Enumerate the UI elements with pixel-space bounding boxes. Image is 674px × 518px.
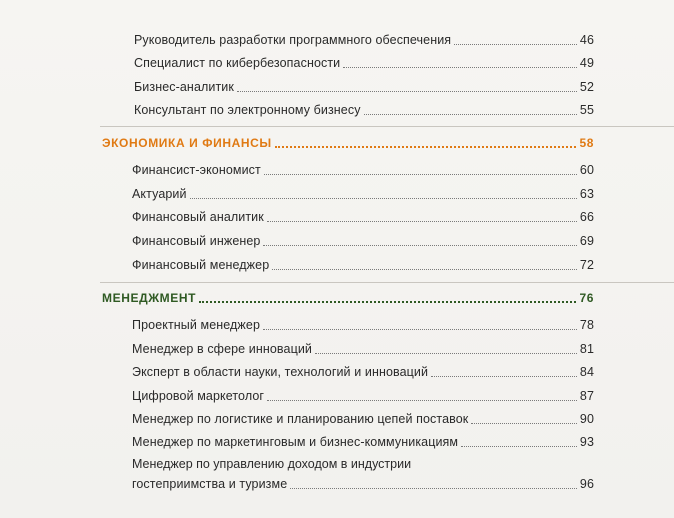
section-page-number: 76	[579, 291, 594, 305]
toc-leader-dots	[263, 329, 577, 330]
toc-entry-label-line1: Менеджер по управлению доходом в индустрии	[132, 457, 412, 471]
toc-leader-dots	[471, 423, 577, 424]
toc-entry-label: Менеджер в сфере инноваций	[132, 342, 313, 356]
toc-entry[interactable]	[132, 318, 594, 333]
toc-leader-dots	[364, 114, 577, 115]
toc-page-number: 52	[579, 80, 594, 94]
toc-leader-dots	[272, 269, 577, 270]
toc-page-number: 60	[579, 163, 594, 177]
toc-leader-dots	[315, 353, 577, 354]
toc-entry[interactable]	[132, 435, 594, 450]
toc-entry-label: Специалист по кибербезопасности	[134, 56, 341, 70]
toc-page-number: 90	[579, 412, 594, 426]
toc-entry[interactable]	[132, 163, 594, 178]
toc-page-number: 66	[579, 210, 594, 224]
toc-leader-dots	[264, 174, 577, 175]
toc-page-number: 96	[579, 477, 594, 491]
toc-page-number: 63	[579, 187, 594, 201]
toc-entry-label: Актуарий	[132, 187, 187, 201]
toc-page-number: 46	[579, 33, 594, 47]
toc-entry[interactable]	[132, 187, 594, 202]
section-page-number: 58	[579, 136, 594, 150]
toc-entry[interactable]	[132, 234, 594, 249]
toc-entry-label: Финансовый инженер	[132, 234, 261, 248]
toc-entry[interactable]	[132, 258, 594, 273]
toc-entry-label: Финансовый аналитик	[132, 210, 264, 224]
toc-leader-dots	[237, 91, 577, 92]
section-title: МЕНЕДЖМЕНТ	[102, 291, 197, 305]
toc-leader-dots	[267, 400, 577, 401]
toc-leader-dots	[275, 146, 577, 148]
toc-entry[interactable]	[132, 389, 594, 404]
toc-entry[interactable]	[132, 412, 594, 427]
toc-leader-dots	[199, 301, 576, 303]
toc-entry-label: Финансовый менеджер	[132, 258, 270, 272]
toc-entry-label: Консультант по электронному бизнесу	[134, 103, 361, 117]
toc-leader-dots	[431, 376, 577, 377]
toc-entry[interactable]	[134, 33, 594, 48]
toc-leader-dots	[454, 44, 577, 45]
toc-leader-dots	[290, 488, 577, 489]
toc-entry-label: Проектный менеджер	[132, 318, 261, 332]
toc-entry[interactable]	[132, 365, 594, 380]
section-title: ЭКОНОМИКА И ФИНАНСЫ	[102, 136, 272, 150]
toc-page-number: 55	[579, 103, 594, 117]
toc-leader-dots	[267, 221, 577, 222]
toc-entry[interactable]	[132, 342, 594, 357]
toc-entry-label: Менеджер по логистике и планированию цепей поставок	[132, 412, 469, 426]
toc-page-number: 49	[579, 56, 594, 70]
toc-entry-label: Менеджер по маркетинговым и бизнес-коммуникациям	[132, 435, 459, 449]
toc-page-number: 84	[579, 365, 594, 379]
toc-leader-dots	[461, 446, 577, 447]
toc-page-number: 72	[579, 258, 594, 272]
toc-page-number: 69	[579, 234, 594, 248]
toc-entry-label-line2: гостеприимства и туризме	[132, 477, 288, 491]
toc-entry[interactable]	[134, 80, 594, 95]
toc-page-number: 87	[579, 389, 594, 403]
toc-entry[interactable]	[132, 210, 594, 225]
toc-entry-label: Эксперт в области науки, технологий и инноваций	[132, 365, 429, 379]
toc-leader-dots	[263, 245, 576, 246]
section-divider	[100, 282, 674, 283]
toc-entry[interactable]	[134, 56, 594, 71]
toc-section-heading[interactable]	[102, 291, 594, 306]
toc-section-heading[interactable]	[102, 136, 594, 151]
toc-entry-label: Бизнес-аналитик	[134, 80, 234, 94]
section-divider	[100, 126, 674, 127]
toc-entry-label: Руководитель разработки программного обеспечения	[134, 33, 452, 47]
toc-leader-dots	[190, 198, 577, 199]
toc-leader-dots	[343, 67, 577, 68]
toc-entry-label: Финансист-экономист	[132, 163, 261, 177]
toc-entry-multiline[interactable]	[132, 457, 594, 491]
toc-entry-label: Цифровой маркетолог	[132, 389, 265, 403]
toc-page-number: 81	[579, 342, 594, 356]
toc-entry[interactable]	[134, 103, 594, 118]
toc-page-number: 93	[579, 435, 594, 449]
toc-page-number: 78	[579, 318, 594, 332]
